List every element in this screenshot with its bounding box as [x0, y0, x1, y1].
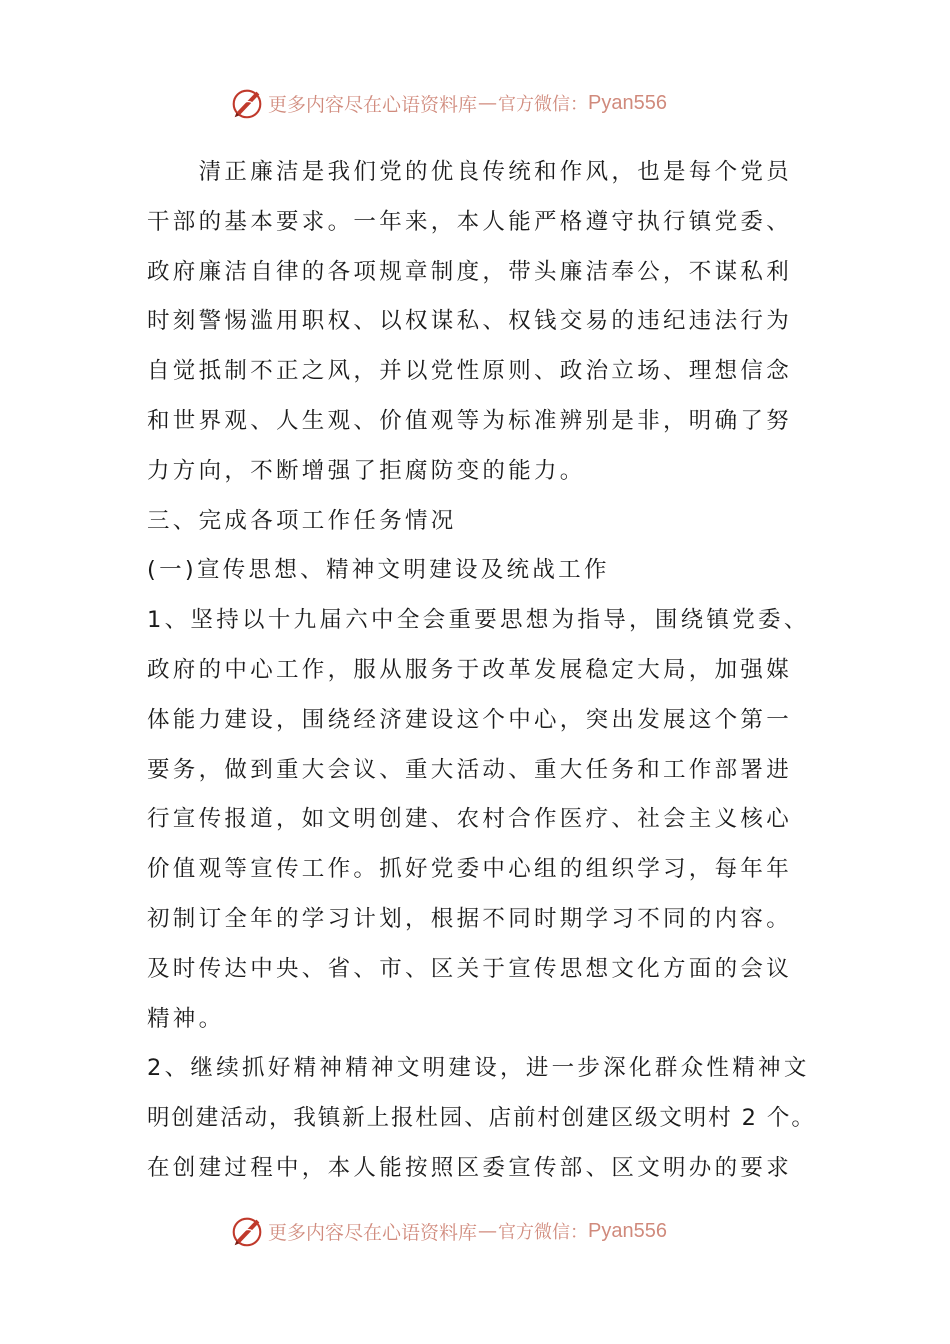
pen-logo-icon [228, 84, 266, 122]
subsection-heading: (一)宣传思想、精神文明建设及统战工作 [147, 557, 610, 584]
watermark-text: 更多内容尽在心语资料库 [268, 93, 478, 116]
text-line: 体能力建设，围绕经济建设这个中心，突出发展这个第一 [147, 706, 793, 733]
watermark-label: 官方微信： [498, 94, 589, 115]
watermark-label: 官方微信： [498, 1222, 589, 1243]
header-watermark [228, 83, 667, 123]
text-line: 行宣传报道，如文明创建、农村合作医疗、社会主义核心 [147, 806, 793, 833]
text-line: 明创建活动，我镇新上报杜园、店前村创建区级文明村 2 个。 [147, 1105, 816, 1132]
watermark-text: 更多内容尽在心语资料库 [268, 1221, 478, 1244]
footer-watermark [228, 1211, 667, 1251]
pen-logo-icon [228, 1212, 266, 1250]
watermark-wechat-id: Pyan556 [588, 91, 667, 114]
text-line: 1、坚持以十九届六中全会重要思想为指导，围绕镇党委、 [147, 607, 810, 634]
text-line: 价值观等宣传工作。抓好党委中心组的组织学习，每年年 [147, 856, 793, 883]
watermark-separator: — [478, 1220, 498, 1242]
text-line: 2、继续抓好精神精神文明建设，进一步深化群众性精神文 [147, 1055, 810, 1082]
text-line: 在创建过程中，本人能按照区委宣传部、区文明办的要求 [147, 1154, 793, 1181]
text-line: 政府廉洁自律的各项规章制度，带头廉洁奉公，不谋私利 [147, 258, 793, 285]
text-line: 时刻警惕滥用职权、以权谋私、权钱交易的违纪违法行为 [147, 308, 793, 335]
watermark-separator: — [478, 92, 498, 114]
text-line: 政府的中心工作，服从服务于改革发展稳定大局，加强媒 [147, 656, 793, 683]
text-line: 要务，做到重大会议、重大活动、重大任务和工作部署进 [147, 756, 793, 783]
document-body [147, 148, 817, 1194]
text-line: 初制订全年的学习计划，根据不同时期学习不同的内容。 [147, 905, 793, 932]
text-line: 精神。 [147, 1005, 225, 1032]
text-line: 清正廉洁是我们党的优良传统和作风，也是每个党员 [147, 159, 793, 185]
watermark-wechat-id: Pyan556 [588, 1219, 667, 1242]
text-line: 力方向，不断增强了拒腐防变的能力。 [147, 457, 586, 484]
text-line: 和世界观、人生观、价值观等为标准辨别是非，明确了努 [147, 407, 793, 434]
section-heading: 三、完成各项工作任务情况 [147, 507, 457, 534]
text-line: 及时传达中央、省、市、区关于宣传思想文化方面的会议 [147, 955, 793, 982]
text-line: 干部的基本要求。一年来，本人能严格遵守执行镇党委、 [147, 208, 793, 235]
text-line: 自觉抵制不正之风，并以党性原则、政治立场、理想信念 [147, 358, 793, 385]
